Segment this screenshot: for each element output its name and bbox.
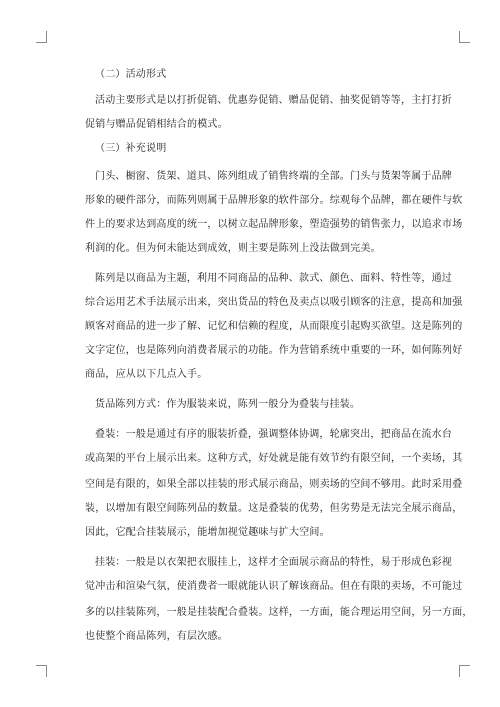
paragraph-line: 促销与赠品促销相结合的模式。 bbox=[85, 119, 228, 130]
paragraph-line: 或高架的平台上展示出来。这种方式，好处就是能有效节约有限空间，一个卖场，其 bbox=[85, 453, 463, 464]
paragraph-line: 门头、橱窗、货架、道具、陈列组成了销售终端的全部。门头与货架等属于品牌 bbox=[95, 171, 452, 182]
paragraph-line: 因此，它配合挂装展示，能增加视觉趣味与扩大空间。 bbox=[85, 527, 330, 538]
crop-mark-bottom-left bbox=[36, 665, 47, 677]
paragraph-line: 挂装：一般是以衣架把衣服挂上，这样才全面展示商品的特性，易于形成色彩视 bbox=[95, 557, 452, 568]
paragraph-line: 形象的硬件部分，而陈列则属于品牌形象的软件部分。综观每个品牌，都在硬件与软 bbox=[85, 195, 463, 206]
paragraph-line: 空间是有限的，如果全部以挂装的形式展示商品，则卖场的空间不够用。此时采用叠 bbox=[85, 479, 463, 490]
paragraph-line: 文字定位，也是陈列向消费者展示的功能。作为营销系统中重要的一环，如何陈列好 bbox=[85, 345, 463, 356]
section-heading-supplement: （三）补充说明 bbox=[95, 143, 167, 154]
paragraph-line: 活动主要形式是以打折促销、优惠券促销、赠品促销、抽奖促销等等，主打打折 bbox=[95, 95, 452, 106]
paragraph-line: 货品陈列方式：作为服装来说，陈列一般分为叠装与挂装。 bbox=[95, 399, 361, 410]
crop-mark-top-right bbox=[459, 31, 470, 43]
paragraph-line: 多的以挂装陈列，一般是挂装配合叠装。这样，一方面，能合理运用空间，另一方面， bbox=[85, 607, 473, 618]
paragraph-line: 陈列是以商品为主题，利用不同商品的品种、款式、颜色、面料、特性等，通过 bbox=[95, 273, 452, 284]
paragraph-line: 也使整个商品陈列，有层次感。 bbox=[85, 631, 228, 642]
paragraph-line: 装，以增加有限空间陈列品的数量。这是叠装的优势，但劣势是无法完全展示商品， bbox=[85, 503, 463, 514]
paragraph-line: 利润的化。但为何未能达到成效，则主要是陈列上没法做到完美。 bbox=[85, 243, 381, 254]
paragraph-line: 觉冲击和渲染气氛，使消费者一眼就能认识了解该商品。但在有限的卖场，不可能过 bbox=[85, 581, 463, 592]
crop-mark-top-left bbox=[36, 31, 47, 43]
paragraph-line: 叠装：一般是通过有序的服装折叠，强调整体协调，轮廓突出，把商品在流水台 bbox=[95, 429, 452, 440]
paragraph-line: 商品，应从以下几点入手。 bbox=[85, 369, 208, 380]
section-heading-activity-form: （二）活动形式 bbox=[95, 69, 167, 80]
paragraph-line: 件上的要求达到高度的统一，以树立起品牌形象，塑造强势的销售张力，以追求市场 bbox=[85, 219, 463, 230]
crop-mark-bottom-right bbox=[459, 665, 470, 677]
paragraph-line: 综合运用艺术手法展示出来，突出货品的特色及卖点以吸引顾客的注意，提高和加强 bbox=[85, 297, 463, 308]
paragraph-line: 顾客对商品的进一步了解、记忆和信赖的程度，从而限度引起购买欲望。这是陈列的 bbox=[85, 321, 463, 332]
